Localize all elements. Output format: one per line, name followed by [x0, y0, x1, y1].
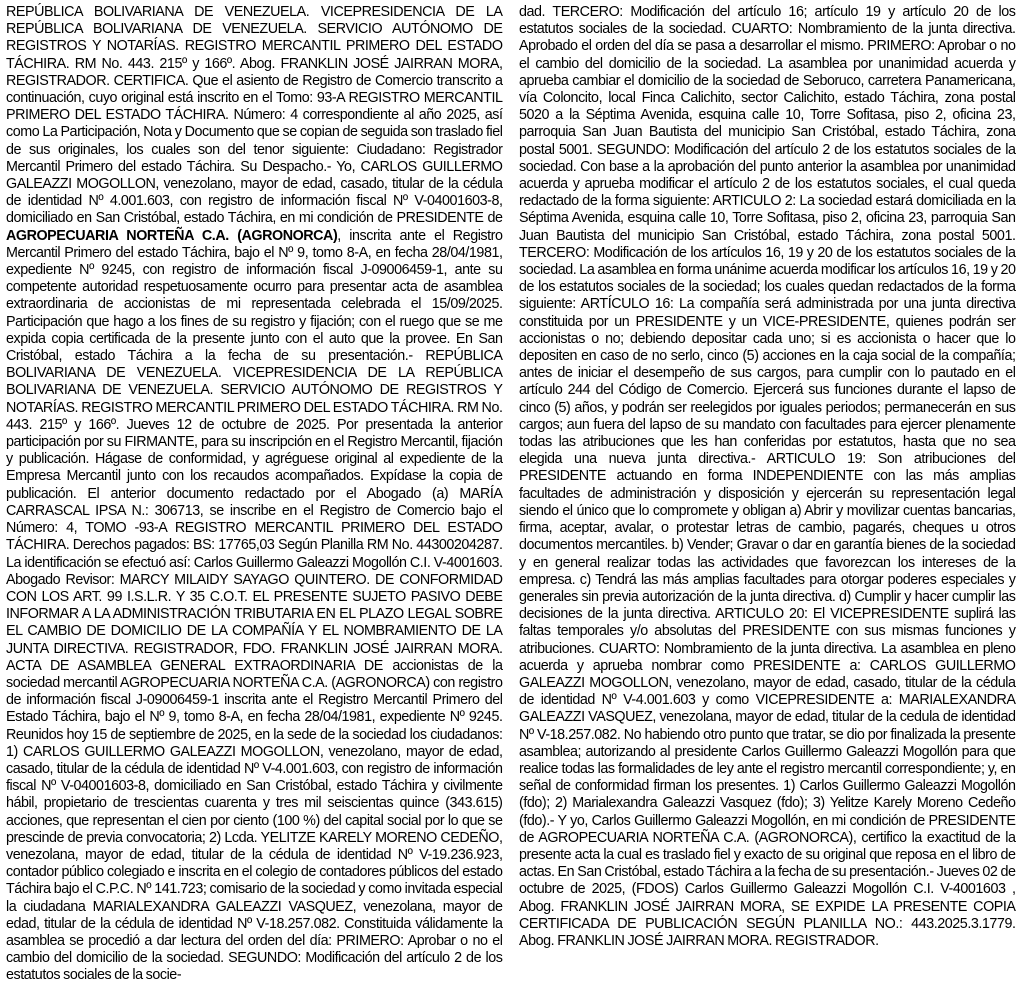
notice-paragraph-left	[6, 4, 503, 985]
company-name: AGROPECUARIA NORTEÑA C.A. (AGRONORCA)	[6, 227, 338, 244]
legal-notice	[6, 4, 1018, 984]
notice-column-left	[6, 4, 503, 984]
notice-text-part-2: , inscrita ante el Registro Mercantil Primero del estado Táchira, bajo el Nº 9, tomo 8-A, en fecha 28/04/1981, expediente Nº 9245, con registro de información fiscal J-09006459-1, ante su competente autoridad respetuosamente ocurro para presentar acta de asamblea extraordinaria de accionistas de mi representada celebrada el 15/09/2025. Participación que hago a los fines de su registro y fijación; con el ruego que se me expida copia certificada de la presente junto con el auto que la provee. En San Cristóbal, estado Táchira a la fecha de su presentación.- REPÚBLICA BOLIVARIANA DE VENEZUELA. VICEPRESIDENCIA DE LA REPÚBLICA BOLIVARIANA DE VENEZUELA. SERVICIO AUTÓNOMO DE REGISTROS Y NOTARÍAS. REGISTRO MERCANTIL PRIMERO DEL ESTADO TÁCHIRA. RM No. 443. 215º y 166º. Jueves 12 de octubre de 2025. Por presentada la anterior participación por su FIRMANTE, para su inscripción en el Registro Mercantil, fijación y publicación. Hágase de conformidad, y agréguese original al expediente de la Empresa Mercantil junto con los recaudos acompañados. Expídase la copia de publicación. El anterior documento redactado por el Abogado (a) MARÍA CARRASCAL IPSA N.: 306713, se inscribe en el Registro de Comercio bajo el Número: 4, TOMO -93-A REGISTRO MERCANTIL PRIMERO DEL ESTADO TÁCHIRA. Derechos pagados: BS: 17765,03 Según Planilla RM No. 44300204287. La identificación se efectuó así: Carlos Guillermo Galeazzi Mogollón C.I. V-4001603. Abogado Revisor: MARCY MILAIDY SAYAGO QUINTERO. DE CONFORMIDAD CON LOS ART. 99 I.S.L.R. Y 35 C.O.T. EL PRESENTE SUJETO PASIVO DEBE INFORMAR A LA ADMINISTRACIÓN TRIBUTARIA EN EL PLAZO LEGAL SOBRE EL CAMBIO DE DOMICILIO DE LA COMPAÑÍA Y EL NOMBRAMIENTO DE LA JUNTA DIRECTIVA. REGISTRADOR, FDO. FRANKLIN JOSÉ JAIRRAN MORA. ACTA DE ASAMBLEA GENERAL EXTRAORDINARIA DE accionistas de la sociedad mercantil AGROPECUARIA NORTEÑA C.A. (AGRONORCA) con registro de información fiscal J-09006459-1 inscrita ante el Registro Mercantil Primero del Estado Táchira, bajo el Nº 9, tomo 8-A, en fecha 28/04/1981, expediente Nº 9245. Reunidos hoy 15 de septiembre de 2025, en la sede de la sociedad los ciudadanos: 1) CARLOS GUILLERMO GALEAZZI MOGOLLON, venezolano, mayor de edad, casado, titular de la cédula de identidad Nº V-4.001.603, con registro de información fiscal Nº V-04001603-8, domiciliado en San Cristóbal, estado Táchira y civilmente hábil, propietario de trescientas cuarenta y tres mil seiscientas quince (343.615) acciones, que representan el cien por ciento (100 %) del capital social por lo que se prescinde de previa convocatoria; 2) Lcda. YELITZE KARELY MORENO CEDEÑO, venezolana, mayor de edad, titular de la cédula de identidad Nº V-19.236.923, contador público colegiado e inscrita en el colegio de contadores públicos del estado Táchira bajo el C.P.C. Nº 141.723; comisario de la sociedad y como invitada especial la ciudadana MARIALEXANDRA GALEAZZI VASQUEZ, venezolana, mayor de edad, titular de la cédula de identidad Nº V-18.257.082. Constituida válidamente la asamblea se procedió a dar lectura del orden del día: PRIMERO: Aprobar o no el cambio del domicilio de la sociedad. SEGUNDO: Modificación del artículo 2 de los estatutos sociales de la socie-	[6, 227, 503, 984]
notice-column-right	[519, 4, 1016, 949]
notice-text-part-1: REPÚBLICA BOLIVARIANA DE VENEZUELA. VICEPRESIDENCIA DE LA REPÚBLICA BOLIVARIANA DE VENEZUELA. SERVICIO AUTÓNOMO DE REGISTROS Y NOTARÍAS. REGISTRO MERCANTIL PRIMERO DEL ESTADO TÁCHIRA. RM No. 443. 215º y 166º. Abog. FRANKLIN JOSÉ JAIRRAN MORA, REGISTRADOR. CERTIFICA. Que el asiento de Registro de Comercio transcrito a continuación, cuyo original está inscrito en el Tomo: 93-A REGISTRO MERCANTIL PRIMERO DEL ESTADO TÁCHIRA. Número: 4 correspondiente al año 2025, así como La Participación, Nota y Documento que se copian de seguida son traslado fiel de sus originales, los cuales son del tenor siguiente: Ciudadano: Registrador Mercantil Primero del estado Táchira. Su Despacho.- Yo, CARLOS GUILLERMO GALEAZZI MOGOLLON, venezolano, mayor de edad, casado, titular de la cédula de identidad Nº 4.001.603, con registro de información fiscal Nº V-04001603-8, domiciliado en San Cristóbal, estado Táchira, en mi condición de PRESIDENTE de	[6, 4, 503, 227]
notice-paragraph-right: dad. TERCERO: Modificación del artículo 16; artículo 19 y artículo 20 de los estatutos sociales de la sociedad. CUARTO: Nombramiento de la junta directiva. Aprobado el orden del día se pasa a desarrollar el mismo. PRIMERO: Aprobar o no el cambio del domicilio de la sociedad. La asamblea por unanimidad acuerda y aprueba cambiar el domicilio de la sociedad de Seboruco, carretera Panamericana, vía Coloncito, local Finca Calichito, sector Calichito, estado Táchira, zona postal 5020 a la Séptima Avenida, esquina calle 10, Torre Sofitasa, piso 2, oficina 23, parroquia San Juan Bautista del municipio San Cristóbal, estado Táchira, zona postal 5001. SEGUNDO: Modificación del artículo 2 de los estatutos sociales de la sociedad. Con base a la aprobación del punto anterior la asamblea por unanimidad acuerda y aprueba modificar el artículo 2 de los estatutos sociales, el cual queda redactado de la forma siguiente: ARTICULO 2: La sociedad estará domiciliada en la Séptima Avenida, esquina calle 10, Torre Sofitasa, piso 2, oficina 23, parroquia San Juan Bautista del municipio San Cristóbal, estado Táchira, zona postal 5001. TERCERO: Modificación de los artículos 16, 19 y 20 de los estatutos sociales de la sociedad. La asamblea en forma unánime acuerda modificar los artículos 16, 19 y 20 de los estatutos sociales de la sociedad; los cuales quedan redactados de la forma siguiente: ARTÍCULO 16: La compañía será administrada por una junta directiva constituida por un PRESIDENTE y un VICE-PRESIDENTE, quienes podrán ser accionistas o no; debiendo depositar cada uno; si es accionista o hacer que lo depositen en caso de no serlo, cinco (5) acciones en la caja social de la compañía; antes de iniciar el desempeño de sus cargos, para cumplir con lo pautado en el artículo 244 del Código de Comercio. Ejercerá sus funciones durante el lapso de cinco (5) años, y podrán ser reelegidos por iguales periodos; permanecerán en sus cargos; aun fuera del lapso de su mandato con facultades para ejercer plenamente todas las atribuciones que les han conferidas por estatutos, hasta que no sea elegida una nueva junta directiva.- ARTICULO 19: Son atribuciones del PRESIDENTE actuando en forma INDEPENDIENTE con las más amplias facultades de administración y disposición y ejercerán su representación legal siendo el único que lo compromete y obligan a) Abrir y movilizar cuentas bancarias, firma, aceptar, avalar, o protestar letras de cambio, pagarés, cheques u otros documentos mercantiles. b) Vender; Gravar o dar en garantía bienes de la sociedad y en general realizar todas las actividades que favorezcan los intereses de la empresa. c) Tendrá las más amplias facultades para otorgar poderes especiales y generales sin previa autorización de la junta directiva. d) Cumplir y hacer cumplir las decisiones de la junta directiva. ARTICULO 20: El VICEPRESIDENTE suplirá las faltas temporales y/o absolutas del PRESIDENTE con sus mismas funciones y atribuciones. CUARTO: Nombramiento de la junta directiva. La asamblea en pleno acuerda y aprueba nombrar como PRESIDENTE a: CARLOS GUILLERMO GALEAZZI MOGOLLON, venezolano, mayor de edad, casado, titular de la cédula de identidad Nº V-4.001.603 y como VICEPRESIDENTE a: MARIALEXANDRA GALEAZZI VASQUEZ, venezolana, mayor de edad, titular de la cedula de identidad Nº V-18.257.082. No habiendo otro punto que tratar, se dio por finalizada la presente asamblea; autorizando al presidente Carlos Guillermo Galeazzi Mogollón para que realice todas las formalidades de ley ante el registro mercantil correspondiente; y, en señal de conformidad firman los presentes. 1) Carlos Guillermo Galeazzi Mogollón (fdo); 2) Marialexandra Galeazzi Vasquez (fdo); 3) Yelitze Karely Moreno Cedeño (fdo).- Y yo, Carlos Guillermo Galeazzi Mogollón, en mi condición de PRESIDENTE de AGROPECUARIA NORTEÑA C.A. (AGRONORCA), certifico la exactitud de la presente acta la cual es traslado fiel y exacto de su original que reposa en el libro de actas. En San Cristóbal, estado Táchira a la fecha de su presentación.- Jueves 02 de octubre de 2025, (FDOS) Carlos Guillermo Galeazzi Mogollón C.I. V-4001603 , Abog. FRANKLIN JOSÉ JAIRRAN MORA, SE EXPIDE LA PRESENTE COPIA CERTIFICADA DE PUBLICACIÓN SEGÚN PLANILLA NO.: 443.2025.3.1779. Abog. FRANKLIN JOSÉ JAIRRAN MORA. REGISTRADOR.	[519, 4, 1016, 949]
